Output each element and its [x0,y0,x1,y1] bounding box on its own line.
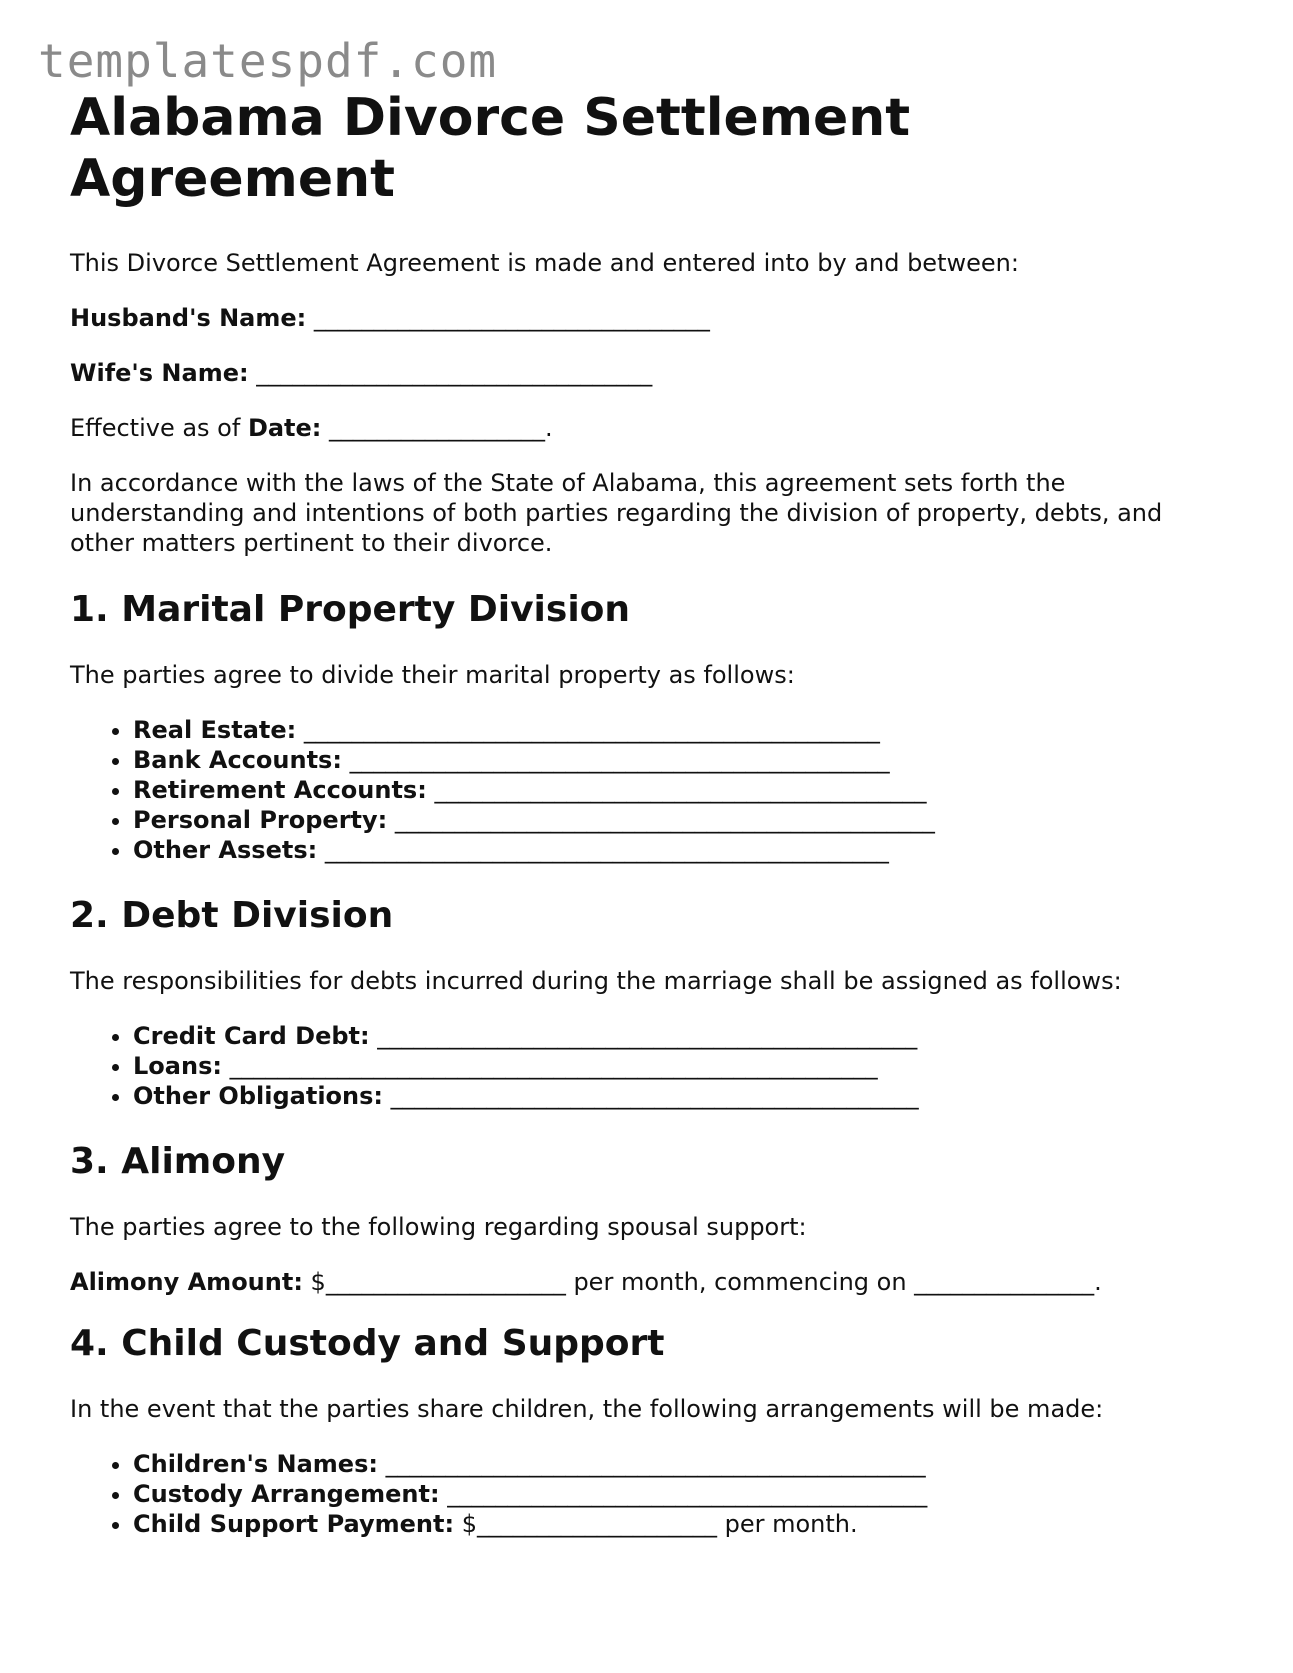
other-obligations-label: Other Obligations: [133,1082,383,1110]
child-custody-list [70,1449,1230,1539]
alimony-amount-label: Alimony Amount: [70,1268,303,1296]
personal-property-blank[interactable]: _____________________________________________ [394,806,935,834]
list-item [133,715,1230,745]
other-obligations-blank[interactable]: ____________________________________________ [390,1082,919,1110]
section-1-intro: The parties agree to divide their marital property as follows: [70,661,795,689]
retirement-accounts-blank[interactable]: _________________________________________ [434,776,927,804]
section-1-heading: 1. Marital Property Division [70,589,631,630]
list-item [133,745,1230,775]
retirement-accounts-label: Retirement Accounts: [133,776,427,804]
wife-name-label: Wife's Name: [70,359,249,387]
alimony-amount-field [70,1267,1230,1297]
loans-blank[interactable]: ______________________________________________________ [229,1052,878,1080]
list-item [133,1081,1230,1111]
effective-prefix: Effective as of [70,414,248,442]
personal-property-label: Personal Property: [133,806,388,834]
child-support-payment-blank[interactable]: $____________________ per month. [461,1510,858,1538]
husband-name-blank[interactable]: _________________________________ [313,304,710,332]
husband-name-label: Husband's Name: [70,304,307,332]
credit-card-debt-label: Credit Card Debt: [133,1022,370,1050]
list-item [133,775,1230,805]
husband-name-field [70,303,1230,333]
watermark-text: templatespdf.com [38,34,498,88]
section-4-heading: 4. Child Custody and Support [70,1323,665,1364]
bank-accounts-blank[interactable]: _____________________________________________ [349,746,890,774]
document-title: Alabama Divorce Settlement Agreement [70,88,911,209]
section-3-heading: 3. Alimony [70,1141,286,1182]
date-label: Date: [247,414,322,442]
loans-label: Loans: [133,1052,222,1080]
custody-arrangement-blank[interactable]: ________________________________________ [447,1480,928,1508]
list-item [133,1479,1230,1509]
preamble-text: In accordance with the laws of the State of Alabama, this agreement sets forth the understanding and intentions of both parties regarding the division of property, debts, and other matters pertinent to their divorce. [70,469,1163,557]
real-estate-label: Real Estate: [133,716,297,744]
list-item [133,1021,1230,1051]
section-4-intro: In the event that the parties share children, the following arrangements will be made: [70,1395,1104,1423]
effective-date-field [70,413,1230,443]
bank-accounts-label: Bank Accounts: [133,746,342,774]
other-assets-label: Other Assets: [133,836,318,864]
property-list [70,715,1230,865]
date-blank[interactable]: __________________. [329,414,553,442]
child-support-payment-label: Child Support Payment: [133,1510,455,1538]
intro-text: This Divorce Settlement Agreement is made and entered into by and between: [70,249,1019,277]
credit-card-debt-blank[interactable]: _____________________________________________ [377,1022,918,1050]
list-item [133,805,1230,835]
list-item [133,835,1230,865]
list-item [133,1449,1230,1479]
custody-arrangement-label: Custody Arrangement: [133,1480,440,1508]
document-body [70,88,1230,1568]
section-2-heading: 2. Debt Division [70,895,394,936]
debt-list [70,1021,1230,1111]
list-item [133,1509,1230,1539]
wife-name-blank[interactable]: _________________________________ [256,359,653,387]
section-2-intro: The responsibilities for debts incurred during the marriage shall be assigned as follows: [70,967,1122,995]
wife-name-field [70,358,1230,388]
childrens-names-blank[interactable]: _____________________________________________ [385,1450,926,1478]
other-assets-blank[interactable]: _______________________________________________ [324,836,889,864]
real-estate-blank[interactable]: ________________________________________________ [303,716,880,744]
alimony-amount-blank[interactable]: $____________________ per month, commencing on _______________. [302,1268,1102,1296]
list-item [133,1051,1230,1081]
childrens-names-label: Children's Names: [133,1450,378,1478]
section-3-intro: The parties agree to the following regarding spousal support: [70,1213,807,1241]
